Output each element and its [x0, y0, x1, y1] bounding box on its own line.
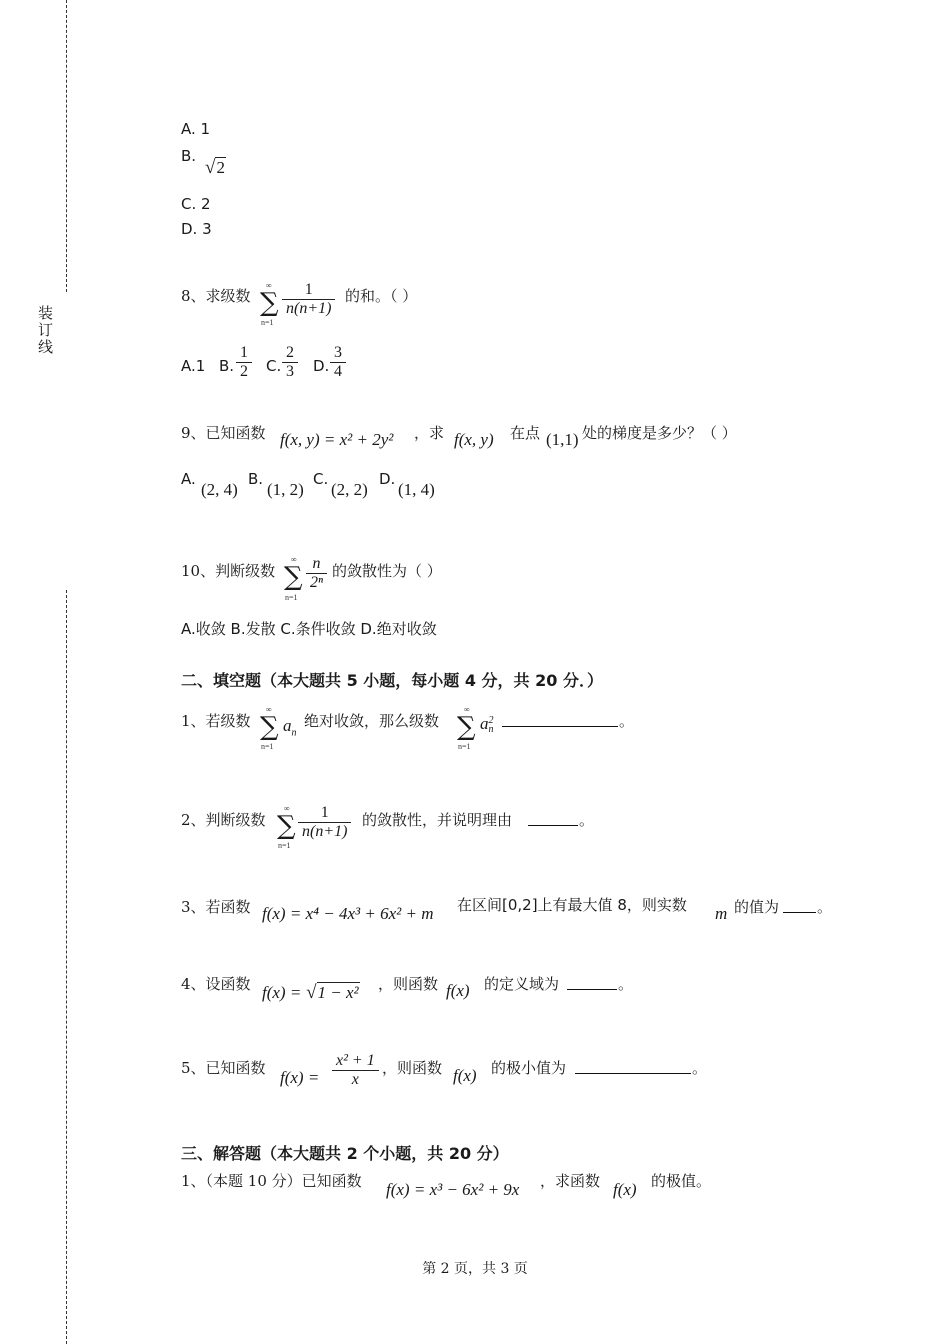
s2-q1-sum-lower: n=1 — [261, 742, 274, 751]
s3-q1-prefix: 1、（本题 10 分）已知函数 — [181, 1172, 362, 1190]
s2-q5-suffix-end: 。 — [692, 1059, 708, 1077]
s2-q2-fraction: $\frac{1}{n(n+1)}$ — [298, 804, 351, 841]
s2-q3-function: f(x) = x⁴ − 4x³ + 6x² + m — [262, 904, 434, 923]
q8-sum-lower: n=1 — [261, 318, 274, 327]
s3-q1-function: f(x) = x³ − 6x² + 9x — [386, 1180, 520, 1199]
s2-q4-answer-blank[interactable] — [567, 975, 617, 994]
s2-q2-prefix: 2、判断级数 — [181, 811, 266, 829]
s2-q3-mid: 在区间[0,2]上有最大值 8，则实数 — [457, 896, 687, 914]
q8-option-d-fraction: $\frac{3}{4}$ — [330, 344, 346, 381]
s3-q1-mid: ，求函数 — [540, 1172, 601, 1190]
s2-q3-suffix-end: 。 — [817, 898, 833, 916]
s2-q1-prefix: 1、若级数 — [181, 712, 251, 730]
q10-sum-upper: ∞ — [291, 555, 297, 564]
q7-option-b-label: B. — [181, 147, 197, 165]
q7-option-c: C. 2 — [181, 195, 211, 213]
s2-q4-suffix-end: 。 — [618, 975, 634, 993]
s2-q1-term: $a_n$ — [283, 716, 297, 739]
q9-option-b-label: B. — [248, 470, 264, 488]
q10-fraction: $\frac{n}{\text{2ⁿ}}$ — [306, 555, 327, 592]
s2-q4-prefix: 4、设函数 — [181, 975, 251, 993]
s2-q3-suffix: 的值为 — [734, 898, 780, 916]
q8-option-a: A.1 — [181, 357, 206, 375]
q9-function: f(x, y) = x² + 2y² — [280, 430, 394, 449]
q9-prefix: 9、已知函数 — [181, 424, 266, 442]
q9-option-c-label: C. — [313, 470, 329, 488]
s2-q1-sum2-upper: ∞ — [464, 705, 470, 714]
s2-q1-sigma: ∑ — [260, 712, 279, 742]
s2-q3-prefix: 3、若函数 — [181, 898, 251, 916]
s2-q1-mid: 绝对收敛，那么级数 — [304, 712, 440, 730]
s2-q2-suffix-end: 。 — [579, 811, 595, 829]
q8-option-c-fraction: $\frac{2}{3}$ — [282, 344, 298, 381]
q9-option-c-value: (2, 2) — [331, 480, 368, 499]
section3-heading: 三、解答题（本大题共 2 个小题，共 20 分） — [181, 1144, 509, 1163]
s2-q5-prefix: 5、已知函数 — [181, 1059, 266, 1077]
s2-q5-function-ref: f(x) — [453, 1066, 477, 1085]
s2-q2-answer-blank[interactable] — [528, 811, 578, 830]
q9-at-point: 在点 — [510, 424, 541, 442]
s2-q2-suffix: 的敛散性，并说明理由 — [362, 811, 513, 829]
q10-sum-lower: n=1 — [285, 593, 298, 602]
binding-label: 装订线 — [38, 304, 54, 356]
s2-q1-answer-blank[interactable] — [502, 712, 618, 731]
q8-suffix: 的和。（ ） — [345, 287, 418, 305]
q7-option-d: D. 3 — [181, 220, 212, 238]
q9-option-d-label: D. — [379, 470, 396, 488]
q8-option-c-label: C. — [266, 357, 282, 375]
q10-options: A.收敛 B.发散 C.条件收敛 D.绝对收敛 — [181, 620, 437, 638]
s3-q1-function-ref: f(x) — [613, 1180, 637, 1199]
q8-sum-upper: ∞ — [266, 281, 272, 290]
q9-option-d-value: (1, 4) — [398, 480, 435, 499]
q9-point: (1,1) — [546, 430, 579, 449]
q8-fraction: $\frac{1}{n(n+1)}$ — [282, 281, 335, 318]
s2-q5-mid: ，则函数 — [382, 1059, 443, 1077]
q9-option-a-label: A. — [181, 470, 196, 488]
q8-option-b-label: B. — [219, 357, 235, 375]
q9-mid: ，求 — [414, 424, 445, 442]
q7-option-b-value: √2 — [205, 157, 225, 178]
s2-q5-answer-blank[interactable] — [575, 1059, 691, 1078]
s2-q1-suffix: 。 — [619, 712, 635, 730]
s2-q2-sum-upper: ∞ — [284, 804, 290, 813]
q10-prefix: 10、判断级数 — [181, 562, 276, 580]
s2-q1-sum2-lower: n=1 — [458, 742, 471, 751]
q10-suffix: 的敛散性为（ ） — [332, 562, 442, 580]
q8-option-b-fraction: $\frac{1}{2}$ — [236, 344, 252, 381]
page-footer: 第 2 页，共 3 页 — [422, 1261, 528, 1277]
q8-sigma: ∑ — [260, 288, 279, 318]
q10-sigma: ∑ — [284, 562, 303, 592]
binding-line-bottom — [66, 590, 67, 1344]
section2-heading: 二、填空题（本大题共 5 小题，每小题 4 分，共 20 分．） — [181, 671, 603, 690]
s2-q1-sigma-2: ∑ — [457, 712, 476, 742]
s2-q1-sum-upper: ∞ — [266, 705, 272, 714]
q9-option-a-value: (2, 4) — [201, 480, 238, 499]
s2-q4-function: f(x) = √1 − x² — [262, 982, 359, 1003]
s2-q5-function-lhs: f(x) = — [280, 1068, 320, 1087]
s2-q3-answer-blank[interactable] — [783, 898, 816, 917]
binding-line-top — [66, 0, 67, 292]
s2-q4-suffix: 的定义域为 — [484, 975, 560, 993]
s2-q5-suffix: 的极小值为 — [491, 1059, 567, 1077]
s3-q1-suffix: 的极值。 — [651, 1172, 712, 1190]
q8-option-d-label: D. — [313, 357, 330, 375]
q9-function-ref: f(x, y) — [454, 430, 494, 449]
s2-q2-sum-lower: n=1 — [278, 841, 291, 850]
s2-q3-variable: m — [715, 904, 728, 923]
s2-q4-mid: ，则函数 — [378, 975, 439, 993]
q9-suffix: 处的梯度是多少？（ ） — [582, 424, 737, 442]
q9-option-b-value: (1, 2) — [267, 480, 304, 499]
s2-q2-sigma: ∑ — [277, 811, 296, 841]
q8-prefix: 8、求级数 — [181, 287, 251, 305]
s2-q5-fraction: $\frac{\text{x² + 1}}{x}$ — [332, 1052, 379, 1089]
s2-q1-term-squared: a 2 n — [480, 714, 494, 736]
s2-q4-function-ref: f(x) — [446, 981, 470, 1000]
q7-option-a: A. 1 — [181, 120, 211, 138]
